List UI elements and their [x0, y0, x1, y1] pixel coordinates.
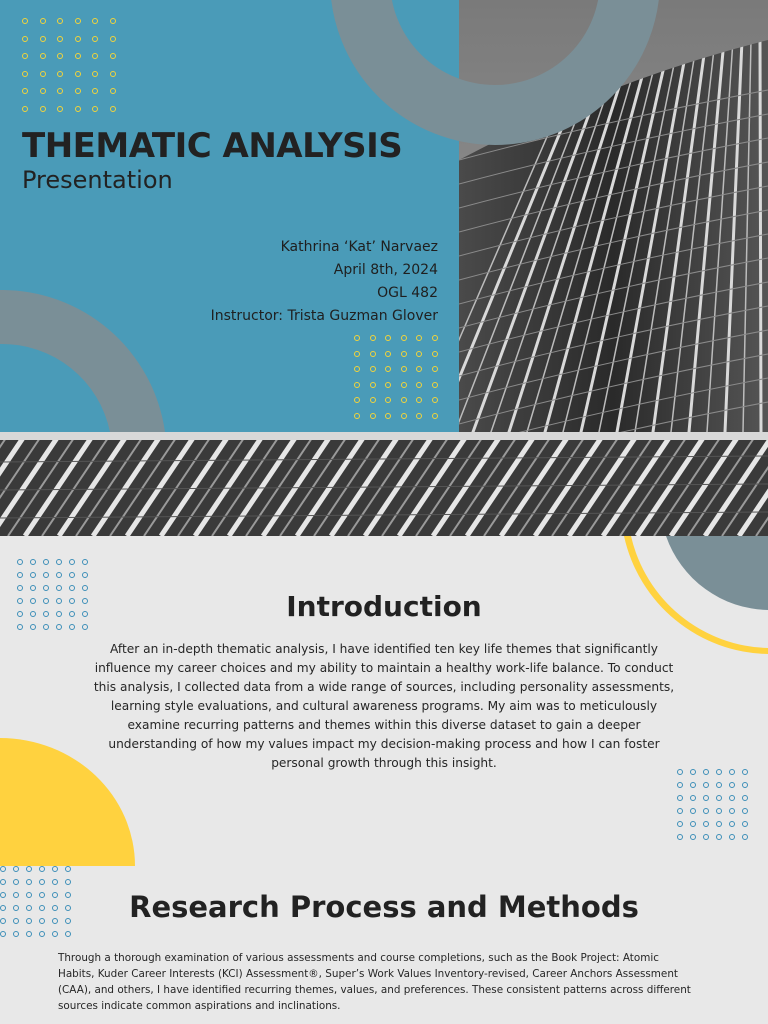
- presentation-subtitle: Presentation: [22, 166, 173, 194]
- dot: [69, 572, 75, 578]
- dot: [110, 71, 116, 77]
- dot: [370, 397, 376, 403]
- dot: [17, 559, 23, 565]
- dot: [43, 559, 49, 565]
- dot: [416, 366, 422, 372]
- introduction-body: After an in-depth thematic analysis, I have identified ten key life themes that significantly influence my career choices and my ability to maintain a healthy work-life balance. To conduct this analysis, I collected data from a wide range of sources, including personality assessments, learning style evaluations, and cultural awareness programs. My aim was to meticulously examine recurring patterns and themes within this diverse dataset to gain a deeper understanding of how my values impact my decision-making process and how I can foster personal growth through this insight.: [93, 642, 675, 770]
- dot: [385, 413, 391, 419]
- dot: [729, 782, 735, 788]
- author-name: Kathrina ‘Kat’ Narvaez: [280, 239, 438, 255]
- dot: [432, 335, 438, 341]
- dot: [22, 18, 28, 24]
- dot: [75, 53, 81, 59]
- dot: [22, 88, 28, 94]
- dot: [17, 572, 23, 578]
- dot: [370, 382, 376, 388]
- dot: [40, 71, 46, 77]
- dot: [742, 834, 748, 840]
- dot: [677, 808, 683, 814]
- dot: [370, 335, 376, 341]
- dot: [13, 931, 19, 937]
- dot: [742, 782, 748, 788]
- dot: [26, 879, 32, 885]
- dot: [57, 36, 63, 42]
- dot: [57, 71, 63, 77]
- dot: [370, 351, 376, 357]
- dot: [75, 18, 81, 24]
- dot: [742, 795, 748, 801]
- dot: [677, 834, 683, 840]
- dot: [110, 106, 116, 112]
- dot: [82, 624, 88, 630]
- dot: [22, 106, 28, 112]
- dot: [432, 366, 438, 372]
- dot: [13, 866, 19, 872]
- dot: [30, 572, 36, 578]
- dot: [716, 782, 722, 788]
- dot: [110, 36, 116, 42]
- decorative-ring-left: [0, 290, 170, 436]
- dot: [92, 106, 98, 112]
- dot: [82, 572, 88, 578]
- dot: [39, 866, 45, 872]
- research-body: Through a thorough examination of various assessments and course completions, such as the Book Project: Atomic Habits, Kuder Career Interests (KCI) Assessment®, Super’s Work Values Inventory-revised, Career Anchors Assessment (CAA), and others, I have identified recurring themes, values, and preferences. These consistent patterns across different sources indicate common aspirations and inclinations.: [58, 952, 691, 1012]
- dot: [716, 834, 722, 840]
- dot: [22, 36, 28, 42]
- dot: [0, 931, 6, 937]
- dot: [40, 106, 46, 112]
- research-heading: Research Process and Methods: [129, 890, 639, 924]
- dot: [65, 866, 71, 872]
- dot: [30, 559, 36, 565]
- presentation-meta: [211, 236, 438, 328]
- dot: [690, 808, 696, 814]
- dot: [43, 572, 49, 578]
- dot: [75, 88, 81, 94]
- dot: [354, 351, 360, 357]
- dot: [432, 382, 438, 388]
- dot: [65, 931, 71, 937]
- dot: [716, 821, 722, 827]
- dot: [401, 366, 407, 372]
- dot: [401, 335, 407, 341]
- dot: [354, 397, 360, 403]
- dot: [690, 795, 696, 801]
- dot: [17, 624, 23, 630]
- instructor-name: Instructor: Trista Guzman Glover: [210, 308, 438, 324]
- dot: [677, 795, 683, 801]
- dot: [432, 397, 438, 403]
- dot: [92, 36, 98, 42]
- dot: [26, 931, 32, 937]
- dot: [416, 335, 422, 341]
- dot: [703, 834, 709, 840]
- dot: [354, 335, 360, 341]
- dot: [385, 366, 391, 372]
- dot: [385, 335, 391, 341]
- dot: [690, 834, 696, 840]
- dot: [432, 413, 438, 419]
- dot: [416, 351, 422, 357]
- dot: [385, 382, 391, 388]
- dot: [52, 931, 58, 937]
- dot: [52, 879, 58, 885]
- dot: [401, 351, 407, 357]
- dot: [0, 879, 6, 885]
- dot: [30, 624, 36, 630]
- dot: [40, 88, 46, 94]
- dot: [385, 397, 391, 403]
- dot: [75, 106, 81, 112]
- dot: [716, 795, 722, 801]
- dot: [26, 866, 32, 872]
- dot: [729, 834, 735, 840]
- dot: [370, 413, 376, 419]
- introduction-heading: Introduction: [286, 590, 482, 623]
- dot: [729, 769, 735, 775]
- dot: [92, 53, 98, 59]
- dot: [92, 18, 98, 24]
- dot: [40, 36, 46, 42]
- dot: [401, 382, 407, 388]
- dot: [416, 397, 422, 403]
- course-code: OGL 482: [377, 285, 438, 301]
- dot: [690, 782, 696, 788]
- dot: [57, 53, 63, 59]
- dot: [13, 879, 19, 885]
- dot: [40, 53, 46, 59]
- dot: [57, 18, 63, 24]
- dot: [57, 88, 63, 94]
- dot: [370, 366, 376, 372]
- dot: [69, 624, 75, 630]
- dot-pattern-right: [677, 769, 748, 840]
- dot: [703, 782, 709, 788]
- dot: [110, 88, 116, 94]
- dot: [690, 769, 696, 775]
- dot: [729, 821, 735, 827]
- dot: [75, 71, 81, 77]
- dot: [716, 808, 722, 814]
- dot: [39, 879, 45, 885]
- presentation-title: THEMATIC ANALYSIS: [22, 126, 403, 166]
- dot: [416, 413, 422, 419]
- dot: [75, 36, 81, 42]
- facade-line: [760, 40, 761, 432]
- dot: [385, 351, 391, 357]
- dot: [69, 559, 75, 565]
- dot: [0, 866, 6, 872]
- dot: [22, 71, 28, 77]
- dot-pattern-middle: [354, 335, 438, 419]
- dot: [56, 624, 62, 630]
- dot: [690, 821, 696, 827]
- dot: [57, 106, 63, 112]
- dot: [432, 351, 438, 357]
- dot: [354, 366, 360, 372]
- dot: [703, 795, 709, 801]
- building-photo-strip: [0, 432, 768, 536]
- dot: [110, 18, 116, 24]
- dot: [677, 821, 683, 827]
- dot: [52, 866, 58, 872]
- content-slide: [0, 536, 768, 1024]
- dot: [65, 879, 71, 885]
- dot: [92, 71, 98, 77]
- dot-pattern-top-left: [22, 18, 116, 112]
- dot: [40, 18, 46, 24]
- presentation-date: April 8th, 2024: [333, 262, 438, 278]
- dot: [92, 88, 98, 94]
- dot: [22, 53, 28, 59]
- dot: [703, 821, 709, 827]
- dot: [703, 769, 709, 775]
- dot: [354, 413, 360, 419]
- dot: [742, 821, 748, 827]
- dot: [56, 559, 62, 565]
- dot: [39, 931, 45, 937]
- dot: [401, 397, 407, 403]
- dot: [729, 808, 735, 814]
- dot: [729, 795, 735, 801]
- dot: [416, 382, 422, 388]
- dot: [82, 559, 88, 565]
- dot: [716, 769, 722, 775]
- dot: [742, 769, 748, 775]
- dot: [43, 624, 49, 630]
- dot: [703, 808, 709, 814]
- dot: [354, 382, 360, 388]
- dot: [742, 808, 748, 814]
- dot: [110, 53, 116, 59]
- dot: [677, 782, 683, 788]
- dot: [401, 413, 407, 419]
- dot: [56, 572, 62, 578]
